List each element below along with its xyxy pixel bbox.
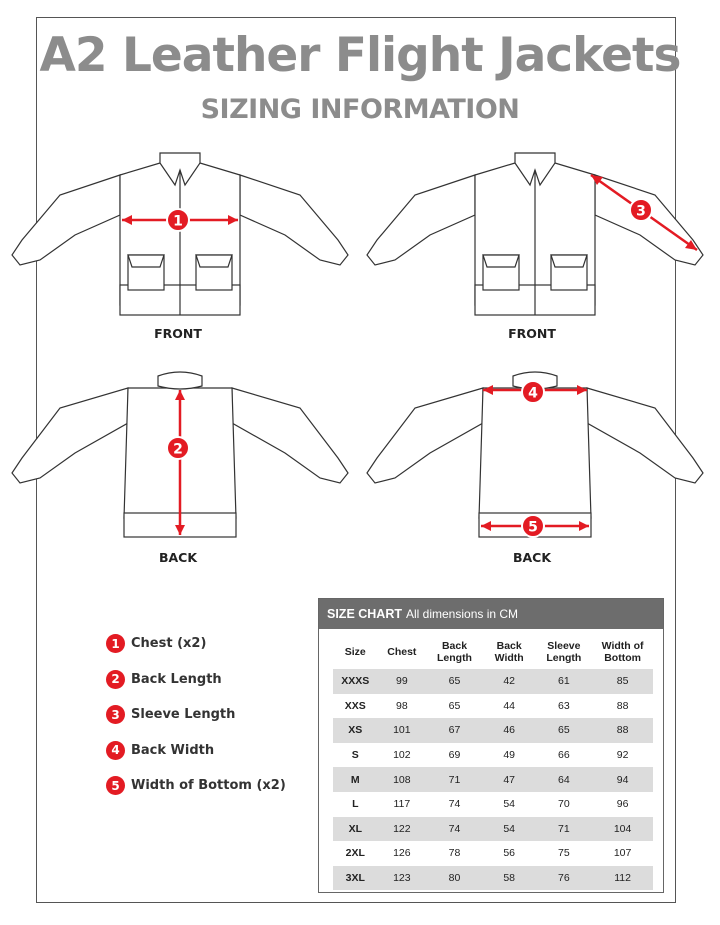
cell-back-length: 65 [426, 669, 483, 694]
legend-item-sleeve-length [106, 697, 286, 733]
cell-size: XS [333, 718, 378, 743]
column-header: Back Width [494, 640, 524, 664]
cell-size: M [333, 767, 378, 792]
cell-chest: 126 [393, 847, 411, 860]
column-header: Sleeve Length [546, 640, 582, 664]
column-header: Width of Bottom [601, 640, 644, 664]
label-back-left: BACK [158, 550, 198, 565]
cell-sleeve-length: 64 [536, 767, 593, 792]
cell-size: 2XL [345, 847, 365, 860]
legend-label: Back Length [131, 671, 222, 687]
table-row [333, 792, 653, 817]
cell-sleeve-length: 75 [558, 847, 570, 860]
cell-bottom-width: 94 [592, 767, 653, 792]
size-table [333, 635, 653, 890]
marker-1-front: 1 [173, 213, 183, 230]
cell-bottom-width: 96 [616, 798, 629, 811]
cell-sleeve-length: 76 [536, 866, 593, 891]
label-front-left: FRONT [154, 326, 202, 341]
cell-size: XL [333, 817, 378, 842]
cell-sleeve-length: 61 [536, 669, 593, 694]
cell-sleeve-length: 71 [536, 817, 593, 842]
legend-label: Sleeve Length [131, 707, 236, 723]
page-subtitle: SIZING INFORMATION [200, 94, 520, 125]
cell-chest: 99 [378, 669, 427, 694]
legend-label: Chest (x2) [131, 636, 207, 652]
legend-item-back-width [106, 733, 286, 769]
size-chart [318, 598, 664, 893]
cell-back-width: 56 [503, 847, 516, 860]
measurement-legend [106, 626, 286, 804]
label-back-right: BACK [512, 550, 552, 565]
jacket-back-left-illustration [0, 368, 360, 548]
table-row [333, 743, 653, 768]
legend-item-back-length [106, 662, 286, 698]
cell-bottom-width: 104 [592, 817, 653, 842]
column-header: Chest [387, 646, 417, 658]
cell-back-width: 58 [483, 866, 536, 891]
table-row [333, 841, 653, 866]
cell-back-width: 44 [503, 699, 516, 712]
cell-sleeve-length: 63 [558, 699, 570, 712]
cell-sleeve-length: 70 [558, 798, 570, 811]
cell-chest: 123 [378, 866, 427, 891]
table-row [333, 767, 653, 792]
legend-number-badge: 2 [106, 670, 125, 689]
table-row [333, 669, 653, 694]
table-row [333, 817, 653, 842]
cell-back-length: 69 [448, 749, 461, 762]
size-table-header-row [333, 635, 653, 669]
cell-chest: 108 [378, 767, 427, 792]
legend-number-badge: 1 [106, 634, 125, 653]
cell-bottom-width: 92 [616, 749, 629, 762]
page-title: A2 Leather Flight Jackets [39, 28, 681, 83]
table-row [333, 694, 653, 719]
cell-back-length: 80 [426, 866, 483, 891]
cell-size: 3XL [333, 866, 378, 891]
size-chart-header [319, 599, 663, 629]
cell-back-length: 65 [448, 699, 461, 712]
cell-back-width: 46 [483, 718, 536, 743]
label-front-right: FRONT [508, 326, 556, 341]
cell-bottom-width: 88 [592, 718, 653, 743]
cell-back-length: 74 [448, 798, 461, 811]
marker-5-bottom: 5 [528, 519, 538, 536]
column-header: Size [344, 646, 366, 658]
legend-number-badge: 4 [106, 741, 125, 760]
cell-back-width: 54 [503, 798, 516, 811]
legend-number-badge: 5 [106, 776, 125, 795]
legend-item-bottom-width [106, 768, 286, 804]
size-chart-note: All dimensions in CM [406, 607, 519, 621]
cell-back-length: 74 [426, 817, 483, 842]
cell-sleeve-length: 66 [558, 749, 570, 762]
cell-back-width: 49 [503, 749, 516, 762]
cell-size: S [351, 749, 359, 762]
cell-chest: 122 [378, 817, 427, 842]
cell-back-length: 71 [426, 767, 483, 792]
cell-back-width: 47 [483, 767, 536, 792]
table-row [333, 866, 653, 891]
cell-back-width: 54 [483, 817, 536, 842]
size-chart-heading: SIZE CHART [327, 607, 402, 621]
cell-chest: 98 [396, 699, 408, 712]
cell-bottom-width: 88 [616, 699, 629, 712]
cell-chest: 101 [378, 718, 427, 743]
cell-size: XXXS [333, 669, 378, 694]
marker-2-back-length: 2 [173, 441, 183, 458]
cell-back-length: 78 [448, 847, 461, 860]
cell-chest: 117 [393, 798, 411, 811]
table-row [333, 718, 653, 743]
cell-back-length: 67 [426, 718, 483, 743]
legend-number-badge: 3 [106, 705, 125, 724]
marker-4-back-width: 4 [528, 385, 538, 402]
cell-size: XXS [344, 699, 366, 712]
column-header: Back Length [436, 640, 472, 664]
cell-size: L [352, 798, 359, 811]
cell-sleeve-length: 65 [536, 718, 593, 743]
legend-label: Width of Bottom (x2) [131, 778, 286, 794]
legend-item-chest [106, 626, 286, 662]
cell-back-width: 42 [483, 669, 536, 694]
legend-label: Back Width [131, 742, 215, 758]
jacket-front-right-illustration [355, 145, 715, 335]
cell-bottom-width: 85 [592, 669, 653, 694]
cell-bottom-width: 112 [592, 866, 653, 891]
marker-3-sleeve: 3 [636, 203, 646, 220]
jacket-back-right-illustration [355, 368, 715, 548]
cell-chest: 102 [393, 749, 411, 762]
jacket-front-left-illustration [0, 145, 360, 335]
cell-bottom-width: 107 [613, 847, 632, 860]
